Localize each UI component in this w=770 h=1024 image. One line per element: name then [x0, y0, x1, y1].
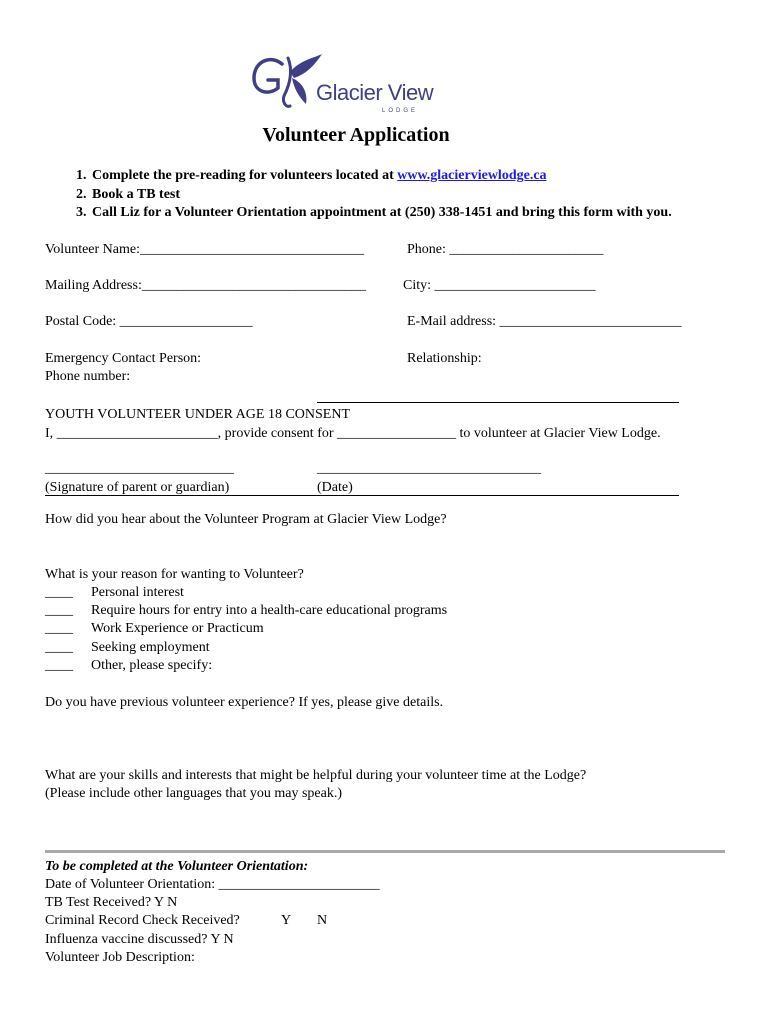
- instruction-steps: [66, 167, 672, 223]
- checkbox-blank[interactable]: ____: [45, 640, 73, 655]
- reason-option[interactable]: [45, 620, 264, 638]
- relationship-label: Relationship:: [407, 351, 482, 366]
- criminal-record-no[interactable]: N: [317, 913, 328, 928]
- job-description-label: Volunteer Job Description:: [45, 950, 195, 965]
- mailing-address-field[interactable]: Mailing Address:________________________________: [45, 278, 366, 293]
- date-line[interactable]: ________________________________: [317, 461, 541, 476]
- signature-line[interactable]: ___________________________: [45, 461, 234, 476]
- criminal-record-yes[interactable]: Y: [281, 913, 292, 928]
- section-divider: [45, 495, 679, 496]
- question-skills-note: (Please include other languages that you may speak.): [45, 786, 343, 801]
- criminal-record-label: Criminal Record Check Received?: [45, 913, 240, 928]
- glacier-view-logo: [248, 52, 438, 120]
- question-skills: What are your skills and interests that might be helpful during your volunteer time at the Lodge?: [45, 768, 587, 783]
- option-label: Other, please specify:: [91, 658, 213, 673]
- orientation-date-field[interactable]: Date of Volunteer Orientation: _______________________: [45, 877, 380, 892]
- section-divider: [45, 850, 725, 853]
- tb-test-field[interactable]: TB Test Received? Y N: [45, 895, 178, 910]
- step-item: 2. Book a TB test: [90, 186, 672, 205]
- logo-subtitle: LODGE: [382, 108, 419, 114]
- influenza-field[interactable]: Influenza vaccine discussed? Y N: [45, 932, 234, 947]
- reason-option[interactable]: [45, 602, 448, 620]
- reason-option[interactable]: [45, 657, 213, 675]
- checkbox-blank[interactable]: ____: [45, 658, 73, 673]
- logo-name: Glacier View: [316, 80, 434, 105]
- website-link[interactable]: www.glacierviewlodge.ca: [397, 168, 547, 183]
- signature-label: (Signature of parent or guardian): [45, 480, 230, 495]
- volunteer-name-field[interactable]: Volunteer Name:________________________________: [45, 242, 364, 257]
- option-label: Seeking employment: [91, 640, 210, 655]
- date-label: (Date): [317, 480, 353, 495]
- question-experience: Do you have previous volunteer experience? If yes, please give details.: [45, 695, 444, 710]
- postal-code-field[interactable]: Postal Code: ___________________: [45, 314, 253, 329]
- orientation-heading: To be completed at the Volunteer Orientation:: [45, 859, 309, 874]
- option-label: Personal interest: [91, 585, 184, 600]
- step-item: 3. Call Liz for a Volunteer Orientation appointment at (250) 338-1451 and bring this form with you.: [90, 204, 672, 223]
- city-field[interactable]: City: _______________________: [403, 278, 596, 293]
- reason-option[interactable]: [45, 584, 184, 602]
- option-label: Work Experience or Practicum: [91, 621, 264, 636]
- step-item: 1. Complete the pre-reading for volunteers located at www.glacierviewlodge.ca: [90, 167, 672, 186]
- question-reason: What is your reason for wanting to Volunteer?: [45, 567, 304, 582]
- option-label: Require hours for entry into a health-care educational programs: [91, 603, 448, 618]
- section-divider: [317, 402, 679, 403]
- question-heard: How did you hear about the Volunteer Program at Glacier View Lodge?: [45, 512, 447, 527]
- phone-number-label: Phone number:: [45, 369, 131, 384]
- consent-line[interactable]: I, _______________________, provide consent for _________________ to volunteer at Glacier View Lodge.: [45, 426, 661, 441]
- consent-heading: YOUTH VOLUNTEER UNDER AGE 18 CONSENT: [45, 407, 351, 422]
- email-field[interactable]: E-Mail address: __________________________: [407, 314, 682, 329]
- phone-field[interactable]: Phone: ______________________: [407, 242, 604, 257]
- emergency-contact-label: Emergency Contact Person:: [45, 351, 202, 366]
- reason-option[interactable]: [45, 639, 210, 657]
- checkbox-blank[interactable]: ____: [45, 585, 73, 600]
- checkbox-blank[interactable]: ____: [45, 621, 73, 636]
- page-title: Volunteer Application: [262, 124, 450, 146]
- checkbox-blank[interactable]: ____: [45, 603, 73, 618]
